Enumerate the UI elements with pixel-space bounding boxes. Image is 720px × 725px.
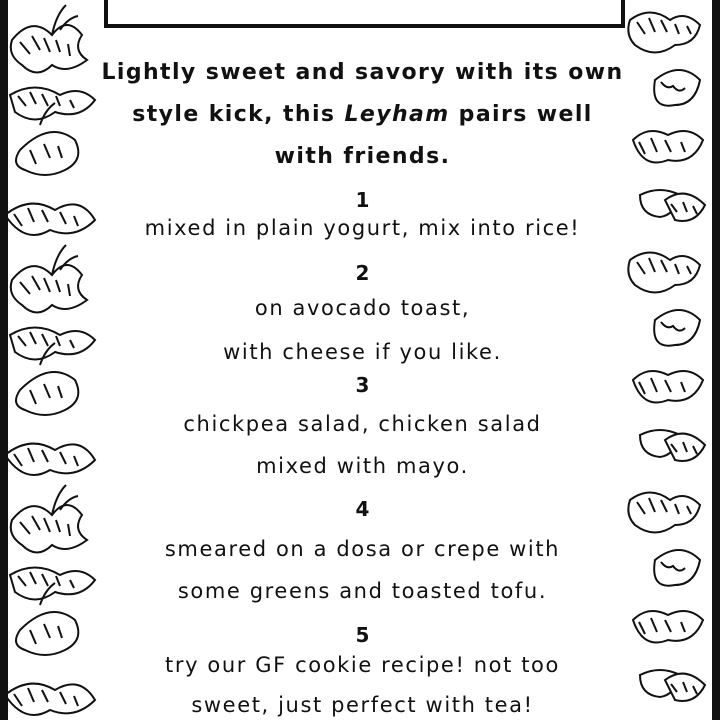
step-text: smeared on a dosa or crepe with <box>164 537 561 561</box>
ginger-root-icon <box>0 0 100 720</box>
step-text: some greens and toasted tofu. <box>177 579 548 603</box>
step-text: on avocado toast, <box>254 296 471 320</box>
step-number: 5 <box>355 623 370 647</box>
left-edge-line <box>0 0 8 720</box>
brand-name: Leyham <box>344 102 450 127</box>
header-box <box>104 0 625 28</box>
right-ginger-border <box>625 0 720 720</box>
step-text: with cheese if you like. <box>223 340 502 364</box>
step-text: chickpea salad, chicken salad <box>183 412 542 436</box>
left-ginger-border <box>0 0 100 720</box>
step-number: 4 <box>355 497 370 521</box>
step-number: 2 <box>355 261 370 285</box>
intro-before: Lightly sweet and savory with its own style kick, this <box>101 60 624 127</box>
intro-after: pairs well with friends. <box>274 102 593 169</box>
right-edge-line <box>712 0 720 720</box>
step-text: try our GF cookie recipe! not too <box>165 653 560 677</box>
step-number: 1 <box>355 188 370 212</box>
step-text: mixed in plain yogurt, mix into rice! <box>144 216 581 240</box>
step-text: sweet, just perfect with tea! <box>191 693 534 717</box>
step-number: 3 <box>355 373 370 397</box>
recipe-card <box>100 0 625 720</box>
step-text: mixed with mayo. <box>256 454 469 478</box>
intro-text <box>100 52 625 178</box>
ginger-root-icon <box>625 0 720 720</box>
